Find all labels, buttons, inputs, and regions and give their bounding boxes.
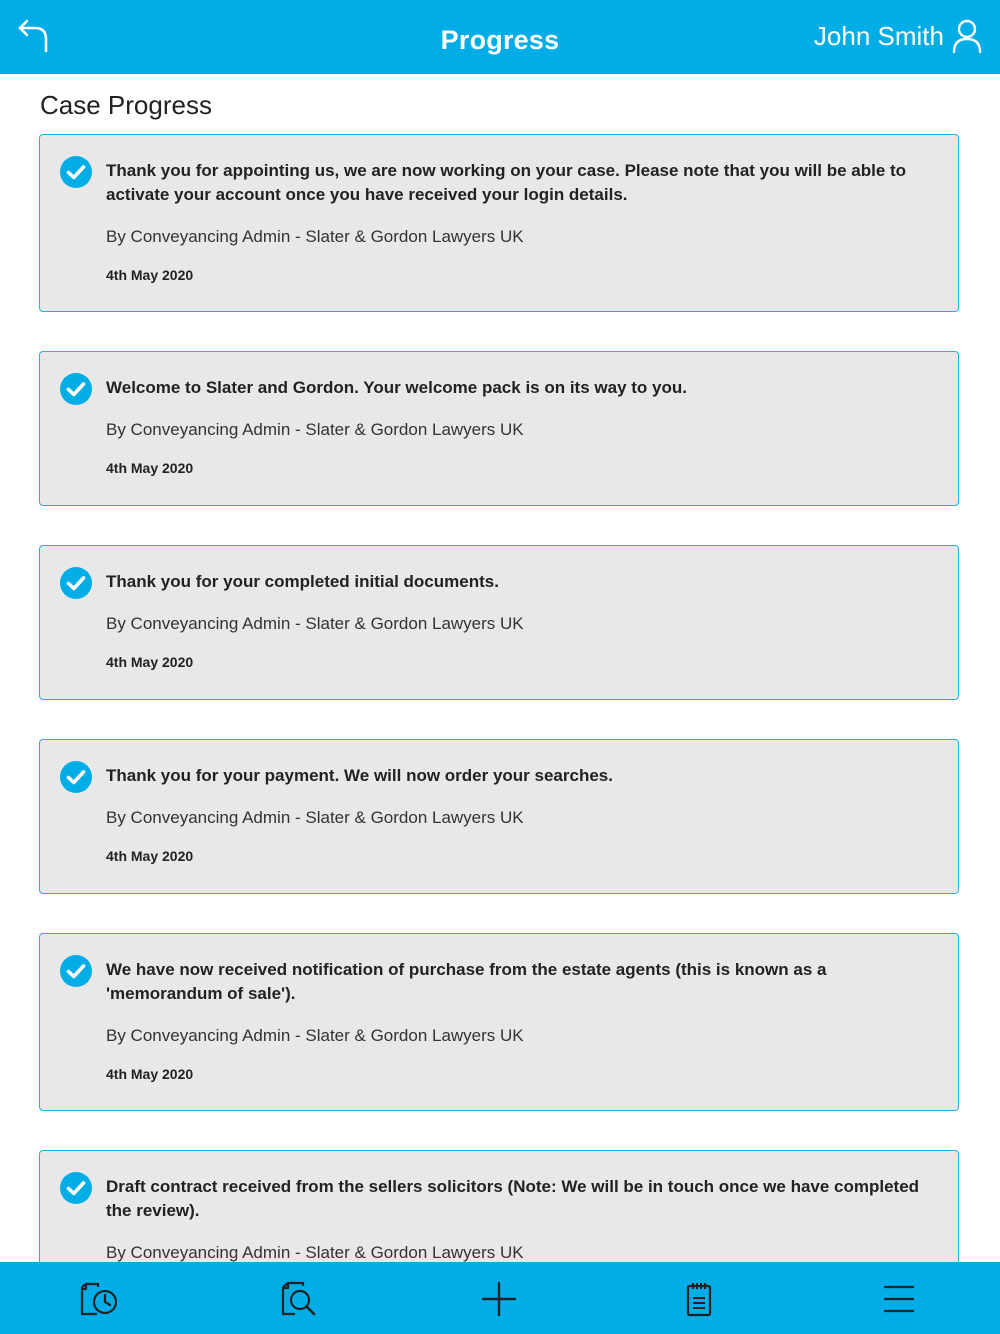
document-clock-icon xyxy=(78,1281,120,1317)
progress-message: We have now received notification of purchase from the estate agents (this is known as a 'memorandum of sale'). xyxy=(106,960,827,1003)
clipboard-icon xyxy=(685,1281,713,1317)
progress-author: By Conveyancing Admin - Slater & Gordon Lawyers UK xyxy=(106,614,524,633)
back-arrow-icon xyxy=(17,17,51,55)
document-search-icon xyxy=(279,1281,319,1317)
progress-author: By Conveyancing Admin - Slater & Gordon Lawyers UK xyxy=(106,420,524,439)
nav-add-button[interactable] xyxy=(474,1276,524,1322)
progress-author: By Conveyancing Admin - Slater & Gordon Lawyers UK xyxy=(106,227,524,246)
back-button[interactable] xyxy=(14,14,54,58)
page-title: Progress xyxy=(440,25,560,55)
progress-author: By Conveyancing Admin - Slater & Gordon Lawyers UK xyxy=(106,808,524,827)
progress-date: 4th May 2020 xyxy=(106,1066,194,1082)
progress-message: Welcome to Slater and Gordon. Your welcome pack is on its way to you. xyxy=(106,378,687,397)
section-title: Case Progress xyxy=(40,90,212,120)
check-circle-icon xyxy=(60,955,92,987)
nav-progress-button[interactable] xyxy=(74,1276,124,1322)
progress-card xyxy=(39,134,959,312)
progress-card xyxy=(39,933,959,1111)
progress-message: Thank you for your payment. We will now order your searches. xyxy=(106,766,613,785)
progress-author: By Conveyancing Admin - Slater & Gordon Lawyers UK xyxy=(106,1026,524,1045)
menu-icon xyxy=(883,1284,915,1314)
progress-card xyxy=(39,545,959,700)
nav-documents-button[interactable] xyxy=(274,1276,324,1322)
progress-date: 4th May 2020 xyxy=(106,654,194,670)
check-circle-icon xyxy=(60,761,92,793)
progress-author: By Conveyancing Admin - Slater & Gordon Lawyers UK xyxy=(106,1243,524,1262)
check-circle-icon xyxy=(60,373,92,405)
plus-icon xyxy=(481,1281,517,1317)
user-profile-button[interactable] xyxy=(814,14,982,58)
check-circle-icon xyxy=(60,156,92,188)
nav-notes-button[interactable] xyxy=(674,1276,724,1322)
user-icon xyxy=(952,19,982,53)
progress-message: Thank you for appointing us, we are now working on your case. Please note that you will be able to activate your account once you have received your login details. xyxy=(106,161,907,204)
nav-menu-button[interactable] xyxy=(874,1276,924,1322)
progress-date: 4th May 2020 xyxy=(106,267,194,283)
top-bar xyxy=(0,0,1000,74)
user-name: John Smith xyxy=(813,20,944,51)
progress-message: Thank you for your completed initial documents. xyxy=(106,572,499,591)
check-circle-icon xyxy=(60,567,92,599)
progress-card xyxy=(39,351,959,506)
progress-card xyxy=(39,739,959,894)
progress-message: Draft contract received from the sellers solicitors (Note: We will be in touch once we have completed the review). xyxy=(106,1177,920,1220)
progress-date: 4th May 2020 xyxy=(106,848,194,864)
bottom-nav-bar xyxy=(0,1262,1000,1334)
check-circle-icon xyxy=(60,1172,92,1204)
progress-date: 4th May 2020 xyxy=(106,460,194,476)
case-progress-list[interactable] xyxy=(0,74,1000,1262)
